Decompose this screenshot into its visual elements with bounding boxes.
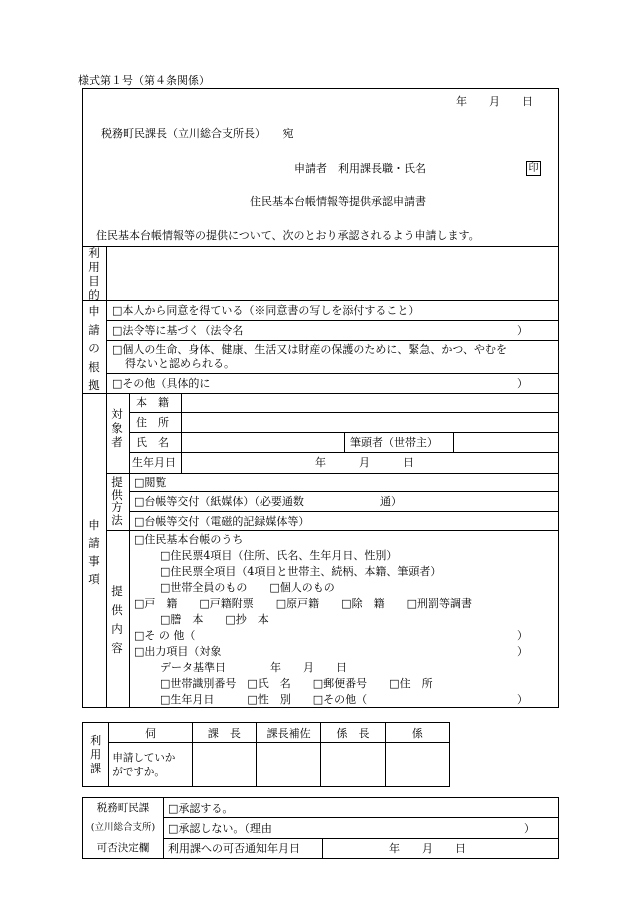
review-stamp-hosa[interactable] — [257, 743, 321, 787]
review-header-hosa: 課長補佐 — [257, 723, 321, 743]
basis-law[interactable]: □法令等に基づく（法令名 — [112, 324, 244, 337]
content-label: 提供内容 — [111, 584, 123, 655]
date-line: 年 月 日 — [456, 95, 533, 108]
method-digital[interactable]: □台帳等交付（電磁的記録媒体等） — [134, 515, 310, 528]
seal-mark: 印 — [526, 161, 541, 176]
decision-notice-label: 利用課への可否通知年月日 — [164, 838, 323, 858]
intro-text: 住民基本台帳情報等の提供について、次のとおり承認されるよう申請します。 — [96, 229, 480, 242]
content-output-items-close: ） — [517, 693, 528, 706]
review-stamp-kakaricho[interactable] — [321, 743, 385, 787]
shimei-label: 氏 名 — [136, 436, 169, 449]
review-question — [109, 743, 192, 787]
basis-emergency[interactable]: □個人の生命、身体、健康、生活又は財産の保護のために、緊急、かつ、やむを — [112, 343, 507, 356]
content-output-close: ） — [517, 645, 528, 658]
basis-other-close: ） — [517, 377, 528, 390]
decision-reject[interactable] — [164, 818, 559, 838]
decision-label-1: 税務町民課 — [96, 802, 150, 814]
purpose-label: 利用目的 — [88, 246, 100, 302]
decision-label-3: 可否決定欄 — [96, 842, 150, 854]
applicant-line: 申請者 利用課長職・氏名 — [294, 162, 426, 175]
content-output-items-1[interactable]: □世帯識別番号 □氏 名 □郵便番号 □住 所 — [160, 677, 433, 690]
review-question-line1: 申請していか — [112, 751, 176, 764]
decision-reject-text: □承認しない。（理由 — [168, 821, 272, 835]
method-paper[interactable]: □台帳等交付（紙媒体）（必要通数 — [134, 495, 304, 508]
content-copy[interactable]: □謄 本 □抄 本 — [160, 613, 269, 626]
review-stamp-kacho[interactable] — [192, 743, 256, 787]
addressee: 税務町民課長（立川総合支所長） 宛 — [101, 127, 294, 140]
basis-other[interactable]: □その他（具体的に — [112, 377, 211, 390]
document-title: 住民基本台帳情報等提供承認申請書 — [250, 195, 426, 208]
purpose-field[interactable] — [107, 247, 558, 299]
review-stamp-kakari[interactable] — [385, 743, 449, 787]
jusho-label: 住 所 — [136, 416, 169, 429]
review-header-kakaricho: 係 長 — [321, 723, 385, 743]
basis-label: 申請の根拠 — [88, 304, 100, 392]
birth-value: 年 月 日 — [315, 456, 414, 469]
method-label: 提供方法 — [111, 475, 123, 527]
method-paper-count-unit: 通） — [380, 495, 402, 508]
decision-notice-date[interactable] — [323, 838, 559, 858]
form-number-label: 様式第１号（第４条関係） — [78, 74, 210, 87]
content-allitems[interactable]: □住民票全項目（4項目と世帯主、続柄、本籍、筆頭者） — [160, 565, 442, 578]
hittousha-label: 筆頭者（世帯主） — [350, 436, 438, 449]
review-header-kakari: 係 — [385, 723, 449, 743]
birth-label: 生年月日 — [132, 456, 176, 469]
application-label: 申請事項 — [88, 518, 100, 586]
decision-reject-close: ） — [524, 821, 535, 835]
content-output-items-2[interactable]: □生年月日 □性 別 □その他（ — [160, 693, 368, 706]
basis-emergency-cont: 得ないと認められる。 — [125, 357, 235, 370]
content-base-date: データ基準日 年 月 日 — [160, 661, 347, 674]
subject-label: 対象者 — [111, 407, 123, 449]
review-table — [82, 722, 450, 787]
content-4items[interactable]: □住民票4項目（住所、氏名、生年月日、性別） — [160, 549, 398, 562]
review-header-kacho: 課 長 — [192, 723, 256, 743]
basis-law-close: ） — [517, 324, 528, 337]
content-household[interactable]: □世帯全員のもの □個人のもの — [160, 581, 335, 594]
decision-approve[interactable]: □承認する。 — [164, 798, 559, 818]
content-other-close: ） — [517, 629, 528, 642]
decision-label — [83, 798, 164, 859]
decision-notice-date-text: 年 月 日 — [389, 842, 466, 856]
honseki-label: 本 籍 — [136, 396, 169, 409]
review-question-line2: がですか。 — [112, 765, 165, 778]
decision-label-2: (立川総合支所) — [90, 822, 156, 833]
content-jukidai[interactable]: □住民基本台帳のうち — [134, 533, 244, 546]
review-label: 利用課 — [83, 723, 109, 787]
content-other[interactable]: □そ の 他（ — [134, 629, 196, 642]
content-koseki[interactable]: □戸 籍 □戸籍附票 □原戸籍 □除 籍 □刑罰等調書 — [134, 597, 472, 610]
review-header-ukagai: 伺 — [109, 723, 192, 743]
decision-table — [82, 797, 559, 859]
method-view[interactable]: □閲覧 — [134, 476, 167, 489]
content-output[interactable]: □出力項目（対象 — [134, 645, 222, 658]
basis-consent[interactable]: □本人から同意を得ている（※同意書の写しを添付すること） — [112, 304, 420, 317]
